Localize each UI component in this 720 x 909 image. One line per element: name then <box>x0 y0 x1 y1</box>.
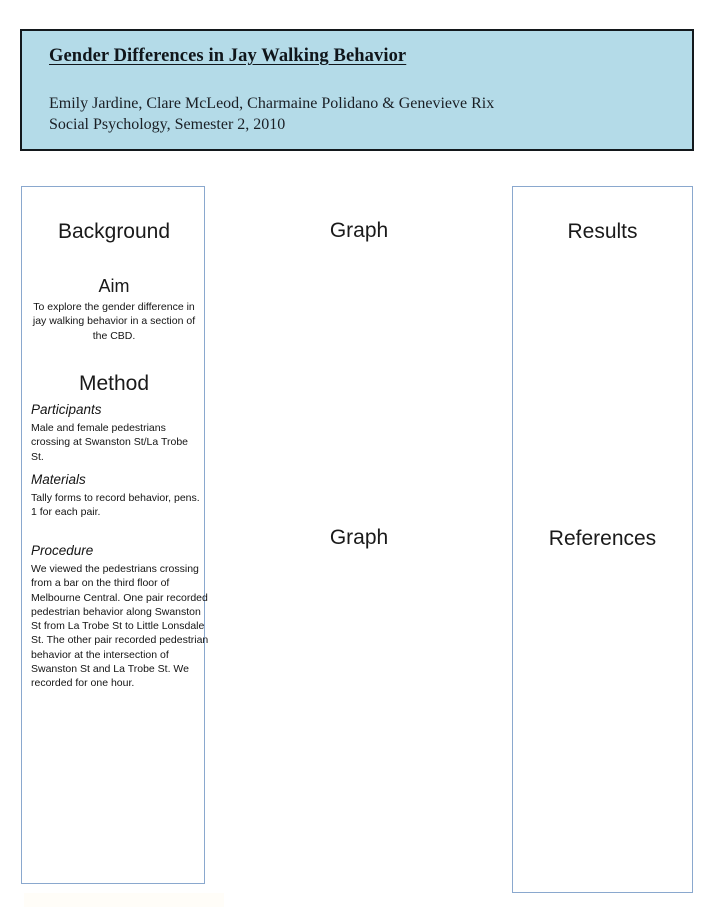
text-participants-body: Male and female pedestrians crossing at Swanston St/La Trobe St. <box>31 422 189 463</box>
heading-participants: Participants <box>31 402 102 417</box>
poster-byline <box>49 93 494 135</box>
right-column-box <box>512 186 693 893</box>
heading-references: References <box>548 527 657 550</box>
text-aim-body: To explore the gender difference in jay walking behavior in a section of the CBD. <box>32 301 196 342</box>
poster-header-banner <box>20 29 694 151</box>
text-procedure-body: We viewed the pedestrians crossing from a bar on the third floor of Melbourne Central. One pair recorded pedestrian behavior along Swanston St from La Trobe St to Little Lonsdale St. The other pair recorded pedestrian behavior at the intersection of Swanston St and La Trobe St. We recorded for one hour. <box>31 563 209 690</box>
graph-placeholder-bottom: Graph <box>329 526 389 549</box>
heading-aim: Aim <box>98 276 130 296</box>
heading-materials: Materials <box>31 472 86 487</box>
poster-authors: Emily Jardine, Clare McLeod, Charmaine Polidano & Genevieve Rix <box>49 95 495 112</box>
text-materials-body: Tally forms to record behavior, pens. 1 for each pair. <box>31 492 200 519</box>
poster-course: Social Psychology, Semester 2, 2010 <box>49 116 286 133</box>
heading-background: Background <box>57 220 171 243</box>
page-bottom-artifact <box>24 893 224 907</box>
poster-title: Gender Differences in Jay Walking Behavior <box>49 46 407 66</box>
heading-method: Method <box>78 372 150 395</box>
left-column-box <box>21 186 209 884</box>
graph-placeholder-top: Graph <box>329 219 389 242</box>
heading-procedure: Procedure <box>31 543 94 558</box>
middle-column <box>213 186 505 893</box>
heading-results: Results <box>567 220 638 243</box>
